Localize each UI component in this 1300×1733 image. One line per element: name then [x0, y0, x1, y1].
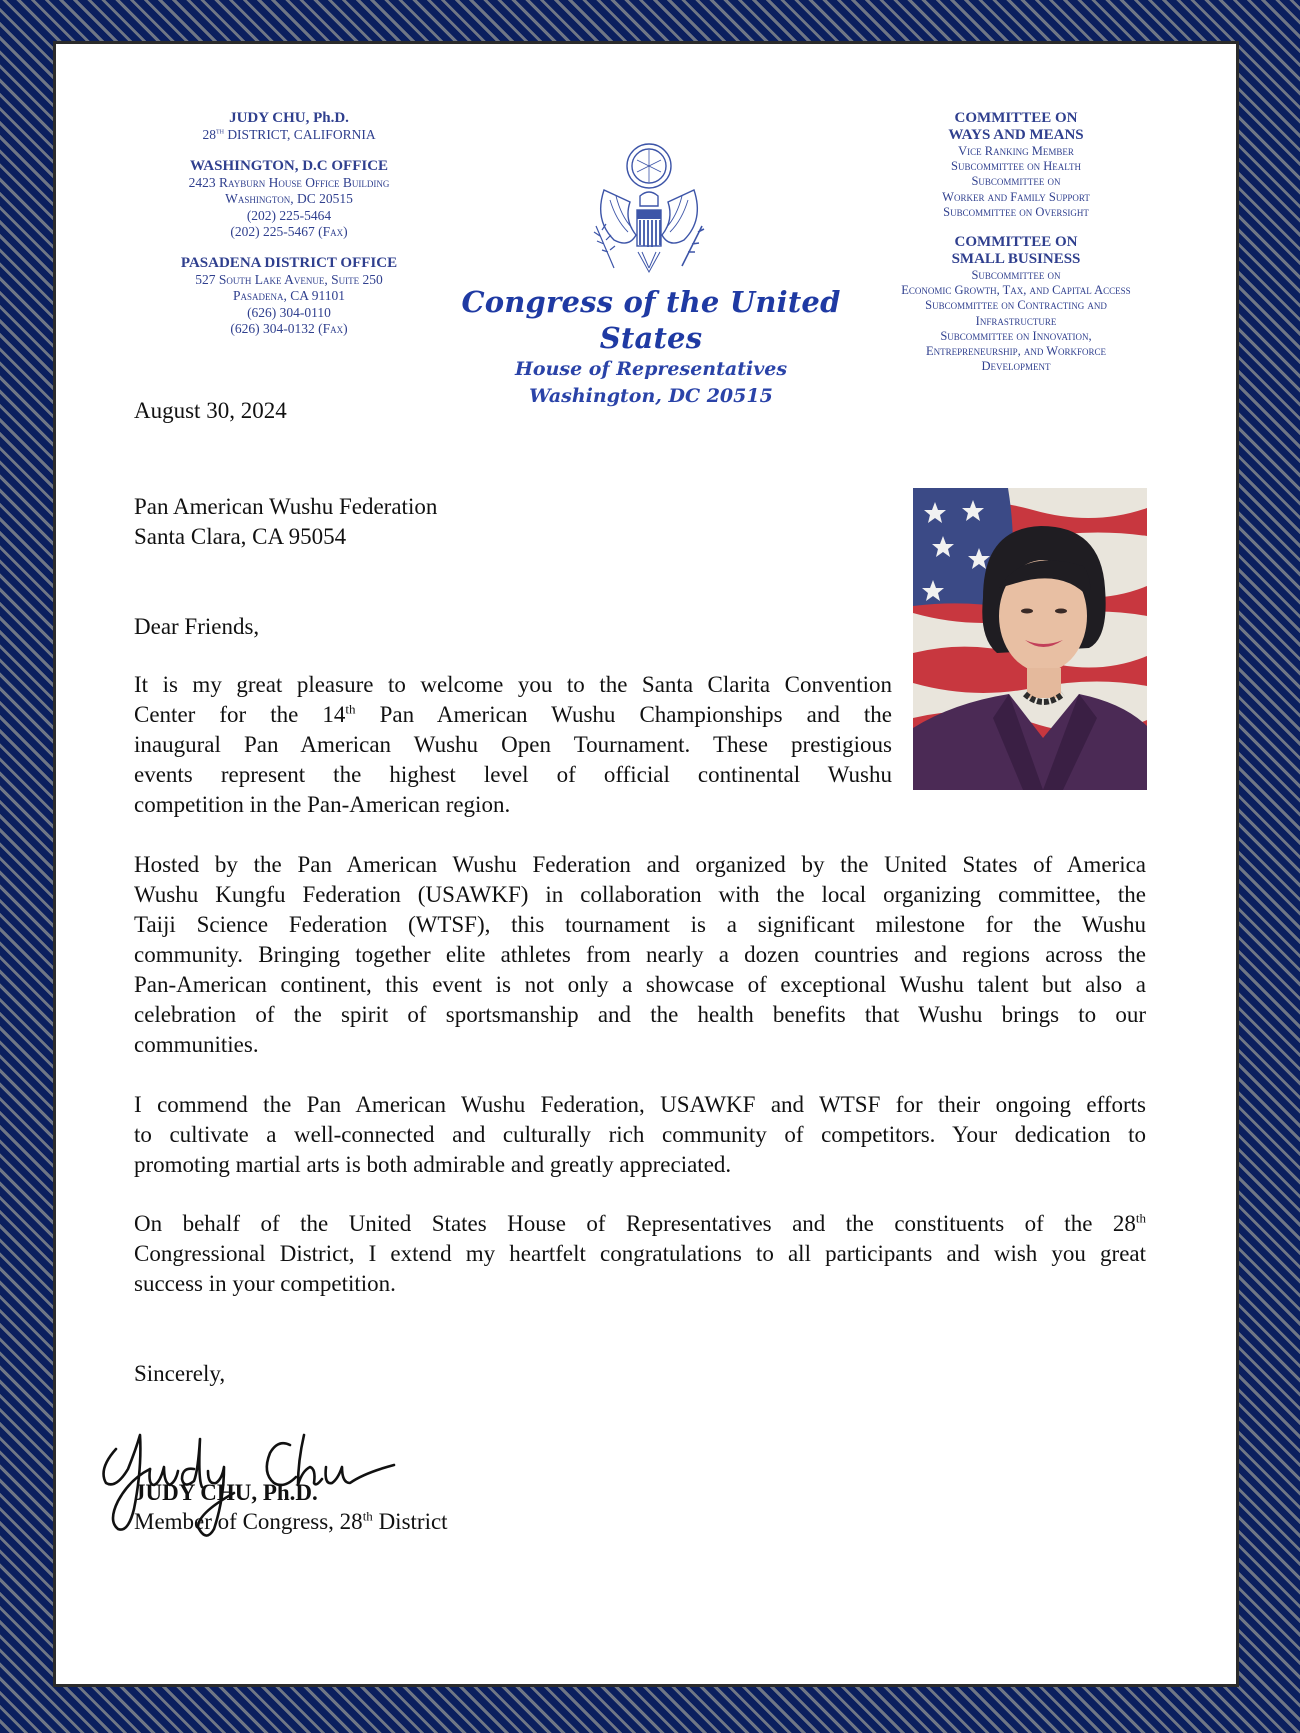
paragraph-line: Congressional District, I extend my heartfelt congratulations to all participants and wish you great [134, 1241, 1146, 1266]
member-name: JUDY CHU, Ph.D. [229, 110, 349, 126]
paragraph-line: celebration of the spirit of sportsmanship and the health benefits that Wushu brings to our [134, 1002, 1146, 1027]
district-office-fax: (626) 304-0132 (Fax) [230, 321, 348, 336]
dc-office-phone: (202) 225-5464 [246, 207, 332, 223]
dc-office-fax: (202) 225-5467 (Fax) [230, 224, 348, 239]
signer-name: JUDY CHU, Ph.D. [134, 1480, 318, 1505]
signer-title [134, 1509, 448, 1535]
paragraph-hosted [134, 850, 1146, 1060]
committee-line: Subcommittee on Contracting and [925, 298, 1107, 313]
letterhead-contact-info [139, 110, 439, 338]
paragraph-line: community. Bringing together elite athletes from nearly a dozen countries and regions across the [134, 942, 1146, 967]
recipient-name: Pan American Wushu Federation [134, 494, 438, 519]
district-office-line: 527 South Lake Avenue, Suite 250 [195, 271, 383, 287]
district-office-title: PASADENA DISTRICT OFFICE [180, 254, 398, 271]
dc-office-line: 2423 Rayburn House Office Building [188, 174, 390, 190]
text: Center for the 14 [134, 702, 346, 727]
paragraph-line [134, 700, 892, 730]
ordinal-sup: th [362, 1508, 373, 1524]
paragraph-line: It is my great pleasure to welcome you to the Santa Clarita Convention [134, 672, 892, 697]
text: Member of Congress, 28 [134, 1509, 363, 1534]
committee-line: Subcommittee on Health [951, 159, 1081, 174]
district-text: DISTRICT, CALIFORNIA [223, 127, 376, 142]
district-number: 28 [202, 127, 216, 142]
committee-line: Subcommittee on [971, 268, 1061, 283]
committee-line: Subcommittee on Innovation, [940, 328, 1092, 343]
committee-title: COMMITTEE ON [954, 110, 1078, 126]
paragraph-line: Pan-American continent, this event is not only a showcase of exceptional Wushu talent but also a [134, 972, 1146, 997]
closing: Sincerely, [134, 1361, 226, 1386]
letter-page [53, 41, 1239, 1687]
committee-title: SMALL BUSINESS [951, 251, 1081, 268]
letter-date: August 30, 2024 [134, 398, 287, 423]
committee-line: Subcommittee on Oversight [943, 204, 1089, 219]
recipient-city: Santa Clara, CA 95054 [134, 524, 347, 549]
district-label [139, 127, 439, 144]
committee-line: Subcommittee on [971, 174, 1061, 189]
committee-title: WAYS AND MEANS [948, 127, 1084, 143]
recipient-address [134, 492, 437, 552]
great-seal-icon [574, 140, 724, 282]
paragraph-line: competition in the Pan-American region. [134, 792, 511, 817]
paragraph-line: inaugural Pan American Wushu Open Tournament. These prestigious [134, 732, 892, 757]
paragraph-commend [134, 1090, 1146, 1180]
paragraph-line: I commend the Pan American Wushu Federation, USAWKF and WTSF for their ongoing efforts [134, 1092, 1146, 1117]
dc-office-title: WASHINGTON, D.C OFFICE [189, 157, 389, 174]
committee-line: Entrepreneurship, and Workforce [925, 344, 1107, 359]
paragraph-welcome [134, 670, 892, 820]
congress-heading [406, 284, 896, 410]
district-sup: th [215, 126, 224, 136]
letterhead-committees [851, 110, 1181, 374]
ordinal-sup: th [345, 701, 356, 717]
paragraph-line: Taiji Science Federation (WTSF), this tournament is a significant milestone for the Wushu [134, 912, 1146, 937]
text: District [372, 1509, 448, 1534]
washington-address: Washington, DC 20515 [529, 385, 773, 407]
text: On behalf of the United States House of Representatives and the constituents of the 28 [134, 1211, 1136, 1236]
paragraph-line: success in your competition. [134, 1271, 396, 1296]
paragraph-congratulations [134, 1209, 1146, 1299]
salutation: Dear Friends, [134, 614, 260, 639]
paragraph-line: to cultivate a well-connected and culturally rich community of competitors. Your dedication to [134, 1122, 1146, 1147]
paragraph-line: communities. [134, 1032, 259, 1057]
text: Pan American Wushu Championships and the [355, 702, 892, 727]
paragraph-line: Hosted by the Pan American Wushu Federation and organized by the United States of America [134, 852, 1146, 877]
member-portrait-photo [913, 488, 1147, 790]
committee-line: Worker and Family Support [942, 189, 1090, 204]
congress-title: Congress of the United States [461, 285, 841, 355]
paragraph-line: Wushu Kungfu Federation (USAWKF) in collaboration with the local organizing committee, the [134, 882, 1146, 907]
committee-title: COMMITTEE ON [954, 234, 1078, 251]
paragraph-line [134, 1209, 1146, 1239]
house-subtitle: House of Representatives [514, 358, 788, 380]
district-office-phone: (626) 304-0110 [247, 304, 331, 320]
committee-line: Vice Ranking Member [958, 144, 1074, 158]
committee-line: Infrastructure [975, 313, 1057, 328]
dc-office-line: Washington, DC 20515 [225, 191, 353, 206]
paragraph-line: promoting martial arts is both admirable and greatly appreciated. [134, 1152, 732, 1177]
district-office-line: Pasadena, CA 91101 [233, 288, 345, 303]
paragraph-line: events represent the highest level of official continental Wushu [134, 762, 892, 787]
committee-line: Development [981, 359, 1051, 374]
committee-line: Economic Growth, Tax, and Capital Access [901, 283, 1131, 298]
ordinal-sup: th [1135, 1210, 1146, 1226]
